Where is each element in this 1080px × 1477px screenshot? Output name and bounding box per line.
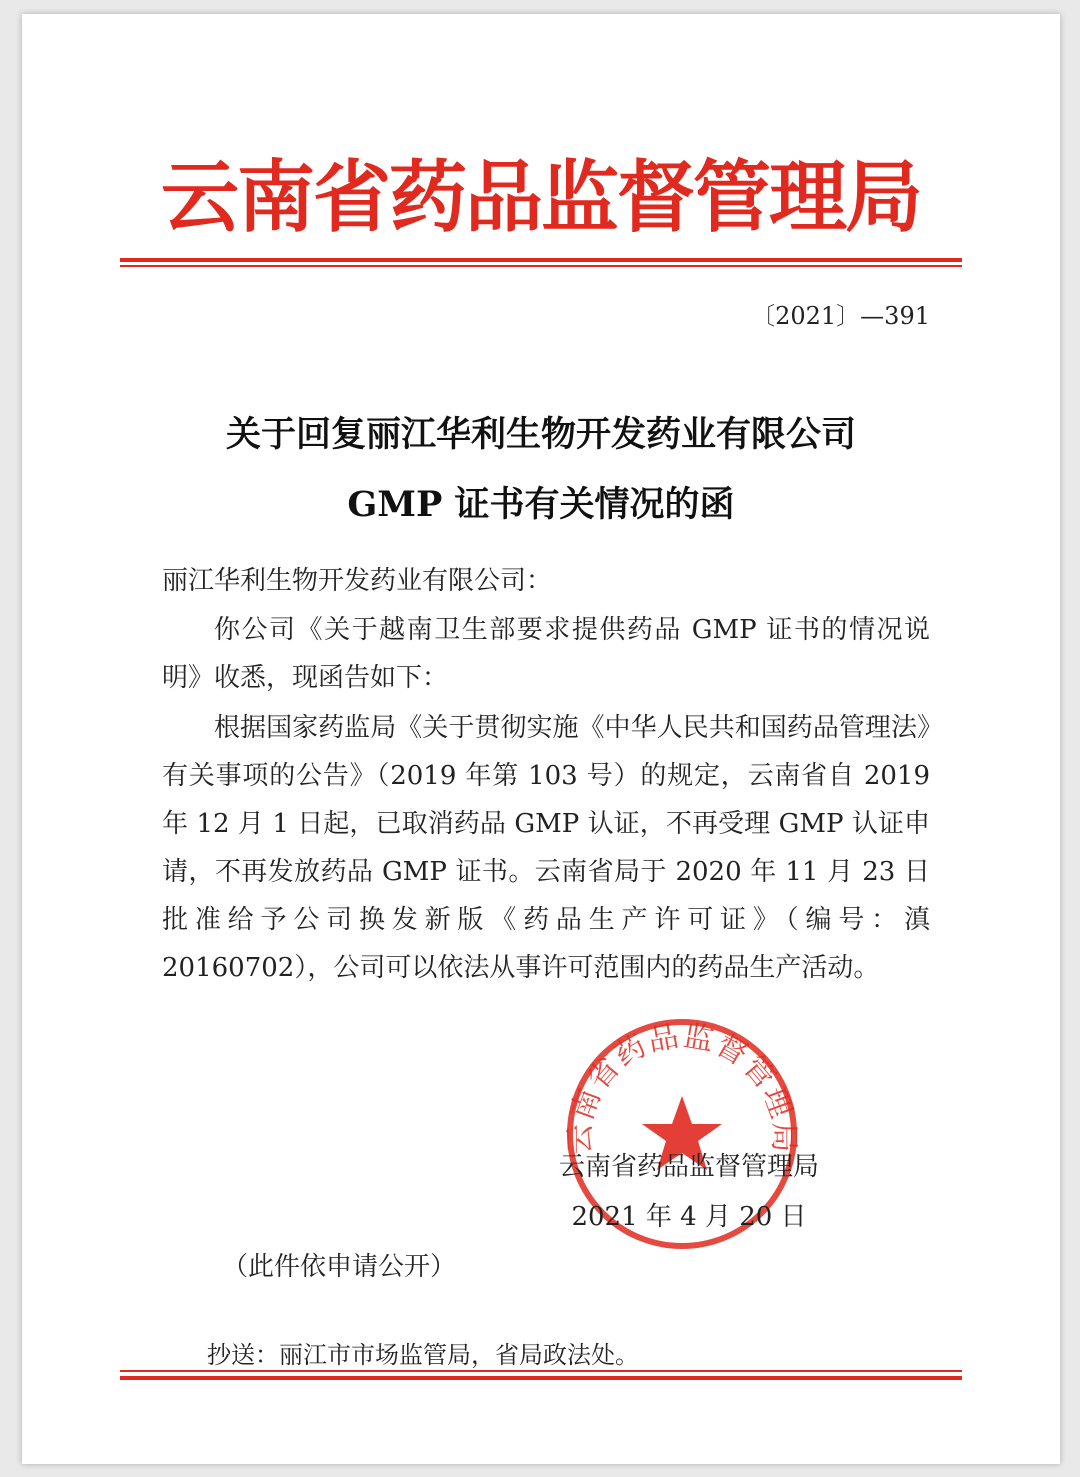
letter-title-line2: GMP 证书有关情况的函 — [347, 484, 735, 525]
document-number: 〔2021〕—391 — [751, 302, 930, 330]
document-page — [22, 14, 1060, 1464]
header-rule-thin — [120, 265, 962, 267]
seal-text: 云南省药品监督管理局 — [562, 1018, 802, 1155]
signature-date: 2021 年 4 月 20 日 — [571, 1202, 807, 1232]
footer-rule-thick — [120, 1376, 962, 1380]
signature-organization: 云南省药品监督管理局 — [558, 1152, 819, 1182]
cc-line: 抄送：丽江市市场监管局，省局政法处。 — [207, 1341, 639, 1369]
header-rule-thick — [120, 258, 962, 262]
letter-title-line1: 关于回复丽江华利生物开发药业有限公司 — [225, 414, 856, 455]
recipient: 丽江华利生物开发药业有限公司： — [162, 566, 553, 596]
body-paragraph-2: 根据国家药监局《关于贯彻实施《中华人民共和国药品管理法》有关事项的公告》（2019 年第 103 号）的规定，云南省自 2019 年 12 月 1 日起，已取消药品 GMP 认证，不再受理 GMP 认证申请，不再发放药品 GMP 证书。云南省局于 2020 年 11 月 23 日批准给予公司换发新版《药品生产许可证》（编号：滇 20160702），公司可以依法从事许可范围内的药品生产活动。 — [162, 713, 930, 983]
footer-rule-thin — [120, 1370, 962, 1372]
disclosure-note: （此件依申请公开） — [222, 1252, 457, 1282]
body-paragraph-1: 你公司《关于越南卫生部要求提供药品 GMP 证书的情况说明》收悉，现函告如下： — [162, 615, 930, 693]
masthead-title: 云南省药品监督管理局 — [160, 153, 921, 243]
